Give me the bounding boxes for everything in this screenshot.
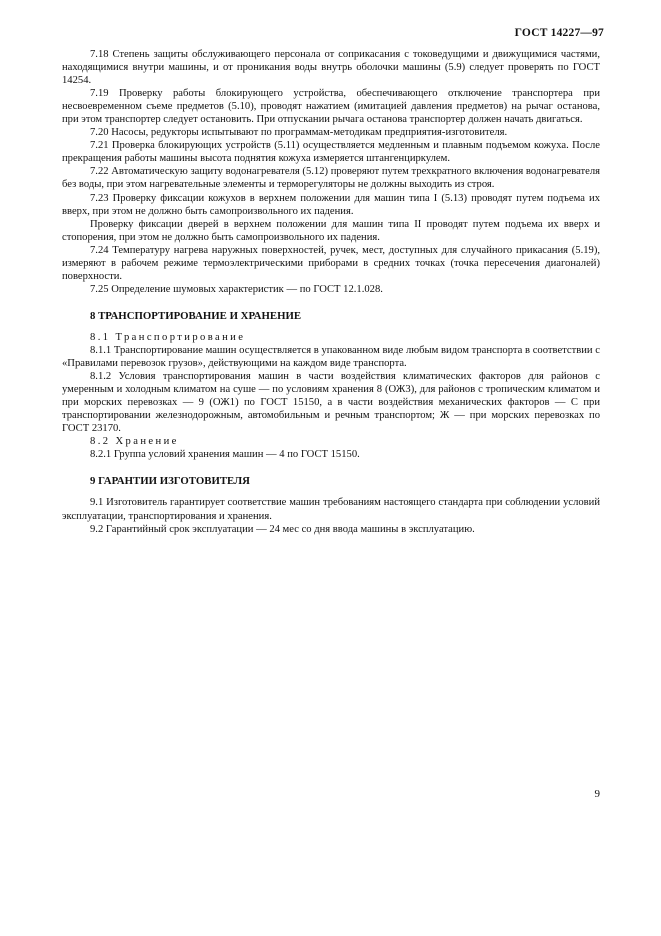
paragraph-7-22: 7.22 Автоматическую защиту водонагревателя (5.12) проверяют путем трехкратного включения водонагревателя без воды, при этом нагревательные элементы и терморегуляторы не должны выходить из строя.	[62, 166, 600, 191]
page-number: 9	[594, 788, 600, 800]
document-body	[62, 48, 600, 536]
section-heading-9: 9 ГАРАНТИИ ИЗГОТОВИТЕЛЯ	[90, 475, 250, 488]
paragraph-9-2: 9.2 Гарантийный срок эксплуатации — 24 мес со дня ввода машины в эксплуатацию.	[90, 523, 475, 535]
paragraph-8-2-1: 8.2.1 Группа условий хранения машин — 4 по ГОСТ 15150.	[90, 449, 360, 461]
paragraph-7-20: 7.20 Насосы, редукторы испытывают по программам-методикам предприятия-изготовителя.	[90, 127, 508, 139]
paragraph-7-25: 7.25 Определение шумовых характеристик — по ГОСТ 12.1.028.	[90, 283, 383, 295]
paragraph-7-24: 7.24 Температуру нагрева наружных поверхностей, ручек, мест, доступных для случайного прикасания (5.19), измеряют в рабочем режиме термоэлектрическими приборами в средних точках (точка пересечения диагоналей) поверхности.	[62, 244, 600, 282]
paragraph-9-1: 9.1 Изготовитель гарантирует соответствие машин требованиям настоящего стандарта при соблюдении условий эксплуатации, транспортирования и хранения.	[62, 497, 600, 522]
paragraph-7-21: 7.21 Проверка блокирующих устройств (5.11) осуществляется медленным и плавным подъемом кожуха. После прекращения работы машины высота поднятия кожуха измеряется штангенциркулем.	[62, 140, 600, 165]
paragraph-7-19: 7.19 Проверку работы блокирующего устройства, обеспечивающего отключение транспортера при несвоевременном съеме предметов (5.10), проводят нажатием (имитацией давления предметов) на рычаг останова, при этом транспортер следует остановить. При отпускании рычага останова транспортер должен начать двигаться.	[62, 88, 600, 126]
paragraph-8-1-1: 8.1.1 Транспортирование машин осуществляется в упакованном виде любым видом транспорта в соответствии с «Правилами перевозок грузов», действующими на каждом виде транспорта.	[62, 344, 600, 370]
paragraph-7-23-doors: Проверку фиксации дверей в верхнем положении для машин типа II проводят путем подъема их вверх и стопорения, при этом не должно быть самопроизвольного их падения.	[62, 218, 600, 243]
paragraph-7-18: 7.18 Степень защиты обслуживающего персонала от соприкасания с токоведущими и движущимися частями, находящимися внутри машины, и от проникания воды внутрь оболочки машины (5.9) следует проверять по ГОСТ 14254.	[62, 49, 600, 87]
document-header: ГОСТ 14227—97	[514, 27, 604, 39]
subsection-heading-8-2: 8.2 Хранение	[90, 436, 179, 448]
subsection-heading-8-1: 8.1 Транспортирование	[90, 331, 246, 343]
paragraph-8-1-2: 8.1.2 Условия транспортирования машин в части воздействия климатических факторов для районов с умеренным и холодным климатом на суше — по условиям хранения 8 (ОЖ3), для районов с тропическим климатом и при морских перевозках — 9 (ОЖ1) по ГОСТ 15150, а в части воздействия механических факторов — С при транспортировании железнодорожным, автомобильным и речным транспортом; Ж — при морских перевозках по ГОСТ 23170.	[62, 371, 600, 435]
paragraph-7-23: 7.23 Проверку фиксации кожухов в верхнем положении для машин типа I (5.13) проводят путем подъема их вверх, при этом не должно быть самопроизвольного их падения.	[62, 192, 600, 217]
section-heading-8: 8 ТРАНСПОРТИРОВАНИЕ И ХРАНЕНИЕ	[90, 309, 302, 322]
